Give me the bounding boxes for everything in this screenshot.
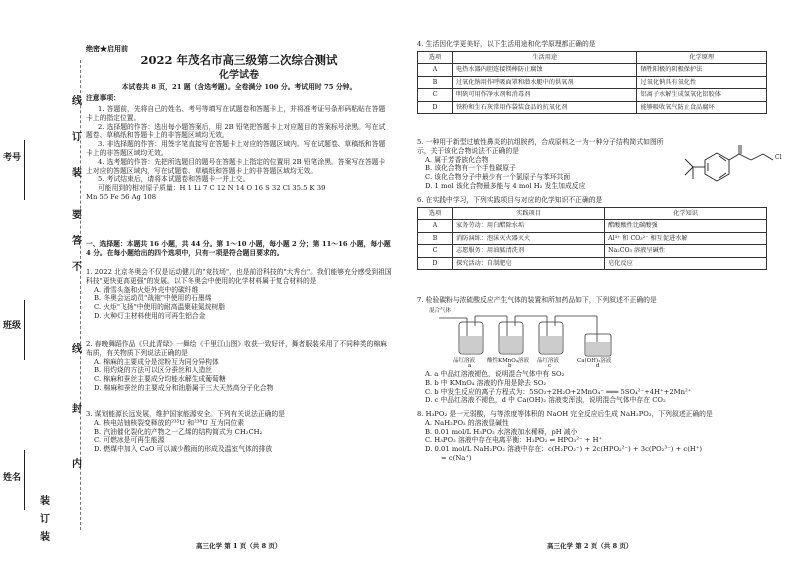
option-a: A. 核电站铀核裂变释放的²³⁵U 和²³⁸U 互为同位素 <box>94 418 245 427</box>
table-cell: B <box>418 76 453 89</box>
option-c: C. 火炬"飞扬"中使用的耐高温聚硅氮烷树脂 <box>94 303 226 312</box>
notice-title: 注意事项： <box>86 94 120 102</box>
option-c: C. b 中发生反应的离子方程式为：5SO₂+2H₂O+2MnO₄⁻ ═══ 5SO₄²⁻+4H⁺+2Mn²⁺ <box>425 387 692 396</box>
table-header: 化学知识 <box>605 207 767 220</box>
option-b: B. 0.01 mol/L H₃PO₂ 水溶液加水稀释，pH 减小 <box>425 427 578 436</box>
gas-inlet-label: 混合气体 <box>429 308 452 314</box>
question-stem: 2. 春晚舞蹈作品《只此青绿》一舞绘《千里江山图》收获一致好评，舞者服装采用了不同种类的棉麻布质，有关物质下列说法正确的是 <box>86 340 387 357</box>
notice-item: 5. 考试结束后，请将本试题卷和答题卡一并上交。 <box>98 175 250 184</box>
cut-label: 订 <box>72 132 82 143</box>
table-row <box>418 245 767 258</box>
option-b: B. 汽油催化裂化的产物之一乙烯的结构简式为 CH₂CH₂ <box>94 427 263 436</box>
section-heading: 一、选择题：本题共 16 小题，共 44 分。第 1～10 小题，每小题 2 分；第 11～16 小题，每小题 4 分。在每小题给出的四个选项中，只有一项是符合题目要求的。 <box>86 240 391 257</box>
table-header: 选项 <box>418 51 453 64</box>
atomic-masses: 可能用到的相对原子质量：H 1 Li 7 C 12 N 14 O 16 S 32 Cl 35.5 K 39 <box>98 184 326 193</box>
q4-table <box>417 51 767 115</box>
table-cell: D <box>418 101 453 114</box>
table-cell: A <box>418 64 453 77</box>
table-header: 生活用途 <box>453 51 637 64</box>
question-7-options <box>417 370 785 405</box>
cut-label: 内 <box>72 459 82 470</box>
table-cell: 铝离子水解生成氢氧化铝胶体 <box>637 89 767 102</box>
question-stem: 3. 谋划能源长远发展，维护国家能源安全。下列有关说法正确的是 <box>86 410 285 418</box>
question-3 <box>86 410 392 454</box>
sidebar-fill-line <box>24 140 25 200</box>
table-cell: Na₂CO₃ 溶液呈碱性 <box>605 245 767 258</box>
option-d: D. c 中品红溶液不褪色，d 中 Ca(OH)₂ 溶液变浑浊，说明混合气体中存在 CO₂ <box>425 396 666 405</box>
table-cell: D <box>418 257 453 270</box>
option-d: D. 燃煤中加入 CaO 可以减少酸雨的形成及温室气体的排放 <box>94 445 273 454</box>
cut-label: 装 <box>72 168 82 179</box>
exam-page-2 <box>397 0 794 561</box>
question-7-stem: 7. 检验碳粉与浓硫酸反应产生气体的装置和所加药品如下，下列叙述不正确的是 <box>417 296 657 304</box>
option-b: B. 该化合物有一个手性碳原子 <box>425 164 516 173</box>
table-header: 实践项目 <box>453 207 605 220</box>
table-row <box>418 232 767 245</box>
option-b: B. 冬奥会运动员"战袍"中使用的石墨烯 <box>94 294 212 303</box>
table-cell: C <box>418 89 453 102</box>
table-cell: 家务劳动：用白醋除水垢 <box>453 220 605 233</box>
table-cell: 能够吸收氧气防止食品腐坏 <box>637 101 767 114</box>
question-5 <box>417 138 672 191</box>
table-header: 化学原理 <box>637 51 767 64</box>
table-cell: Al³⁺ 和 CO₃²⁻ 相互促进水解 <box>605 232 767 245</box>
question-2 <box>86 340 392 393</box>
question-8 <box>417 410 785 463</box>
question-1 <box>86 268 392 321</box>
table-cell: 皂化反应 <box>605 257 767 270</box>
wash-bottles <box>437 312 657 360</box>
bottle-letter: d <box>596 363 600 369</box>
table-row <box>418 76 767 89</box>
bottle-label: 酸性KMnO₄溶液 <box>487 358 529 364</box>
table-row <box>418 64 767 77</box>
table-cell: C <box>418 245 453 258</box>
table-row <box>418 89 767 102</box>
table-row <box>418 101 767 114</box>
table-row <box>418 220 767 233</box>
structure-atom-label: Cl <box>775 154 782 161</box>
page-footer: 高三化学 第 1 页（共 8 页） <box>196 542 282 550</box>
question-stem: 1. 2022 北京冬奥会不仅是运动健儿的"竞技场"，也是前沿科技的"大秀台"。我们能够充分感受到祖国科技"更快更高更强"的发展。以下冬奥会中使用的化学材料属于复合材料的是 <box>86 268 392 285</box>
cut-label: 订 <box>40 514 50 525</box>
sidebar-label-class: 班级 <box>3 321 22 331</box>
cut-label: 线 <box>72 96 82 107</box>
table-cell: 醋酸酸性比碳酸强 <box>605 220 767 233</box>
question-6 <box>417 196 785 270</box>
exam-info: 本试卷共 8 页，21 题（含选考题）。全卷满分 100 分。考试用时 75 分钟。 <box>121 83 357 91</box>
table-cell: 志愿服务：用油腻清洗剂 <box>453 245 605 258</box>
cut-label: 不 <box>72 262 82 273</box>
table-header: 选项 <box>418 207 453 220</box>
option-d: D. 火种灯主材料使用的可再生铝合金 <box>94 311 206 320</box>
table-cell: A <box>418 220 453 233</box>
exam-subtitle: 化学试卷 <box>219 70 259 81</box>
option-c: C. H₃PO₂ 溶液中存在电离平衡：H₃PO₂ ⇌ HPO₃²⁻ + H⁺ <box>425 436 603 445</box>
option-a: A. a 中品红溶液褪色，说明混合气体中有 SO₂ <box>425 370 565 378</box>
bottle-label: 品红溶液 <box>453 358 476 364</box>
option-a: A. NaH₂PO₂ 的溶液显碱性 <box>425 418 509 427</box>
question-4 <box>417 40 785 114</box>
atomic-masses: Mn 55 Fe 56 Ag 108 <box>86 192 157 201</box>
cut-label: 线 <box>72 344 82 355</box>
page-footer: 高三化学 第 2 页（共 8 页） <box>547 542 633 550</box>
option-d: D. 棉麻和蚕丝的主要成分和油脂属于三大天然高分子化合物 <box>94 383 274 392</box>
option-c: C. 棉麻和蚕丝主要成分均能水解生成葡萄糖 <box>94 375 226 384</box>
q6-table <box>417 207 767 271</box>
table-header-row <box>418 207 767 220</box>
table-cell: 明矾可用作净水剂和消毒剂 <box>453 89 637 102</box>
option-d: D. 0.01 mol/L NaH₂PO₂ 溶液中存在：c(H₂PO₂⁻) + 2c(HPO₂²⁻) + 3c(PO₂³⁻) + c(H⁺) <box>425 445 703 454</box>
notice-item: 4. 选考题的作答：先把所选题目的题号在答题卡上指定的位置用 2B 铅笔涂黑。答案写在答题卡上对应的答题区域内，写在试题卷、草稿纸和答题卡上的非答题区域均无效。 <box>86 157 386 175</box>
option-c: C. 可燃冰是可再生能源 <box>94 436 165 445</box>
bottle-letter: b <box>508 363 512 369</box>
cut-label: 装 <box>40 496 50 507</box>
cut-label: 答 <box>72 236 82 247</box>
option-a: A. 属于芳香族化合物 <box>425 155 489 164</box>
bottle-label: 品红溶液 <box>537 358 560 364</box>
notice-item: 3. 非选择题的作答：用签字笔直接写在答题卡上对应的答题区域内。写在试题卷、草稿纸和答题卡上的非答题区域均无效。 <box>86 140 386 157</box>
option-d-continued: = c(Na⁺) <box>441 453 472 462</box>
sidebar-label-exam-no: 考号 <box>3 153 22 163</box>
question-stem: 5. 一种用于新型过敏性鼻炎的抗组胺药，合成原料之一为一种分子结构简式如图所示，关于该化合物说法不正确的是 <box>417 138 664 155</box>
option-b: B. 用灼烧的方法可以区分蚕丝和人造丝 <box>94 366 213 375</box>
table-cell: 探究活动：自制肥皂 <box>453 257 605 270</box>
table-cell: 牺牲阳极的阴极保护法 <box>637 64 767 77</box>
table-cell: B <box>418 232 453 245</box>
question-stem: 4. 生活因化学更美好，以下生活用途和化学原理都正确的是 <box>417 40 596 48</box>
molecule-structure <box>675 142 785 200</box>
cut-label: 要 <box>72 210 82 221</box>
sidebar-label-name: 姓名 <box>3 473 22 483</box>
option-a: A. 棉麻的主要成分是淀粉互为同分异构体 <box>94 357 219 366</box>
option-a: A. 滑雪头盔和火炬外壳中的碳纤维 <box>94 285 199 294</box>
binding-sidebar <box>0 0 58 561</box>
table-cell: 铁粉和生石灰常用作袋装食品的抗氧化剂 <box>453 101 637 114</box>
option-d: D. 1 mol 该化合物最多能与 4 mol H₂ 发生加成反应 <box>425 181 586 190</box>
table-row <box>418 257 767 270</box>
option-b: B. b 中 KMnO₄ 溶液的作用是除去 SO₂ <box>425 378 547 387</box>
sidebar-fill-line <box>24 300 25 360</box>
confidential-mark: 绝密★启用前 <box>86 44 128 53</box>
bottle-label: Ca(OH)₂溶液 <box>577 358 612 364</box>
cut-label: 封 <box>72 404 82 415</box>
exam-title: 2022 年茂名市高三级第二次综合测试 <box>140 53 338 67</box>
bottle-letter: a <box>468 363 472 369</box>
q7-apparatus <box>429 306 657 369</box>
notices <box>86 105 392 202</box>
option-c: C. 该化合物分子中最少有一个氯原子与苯环共面 <box>425 173 571 182</box>
table-cell: 过氧化钠用作呼吸面罩和潜水艇中的供氧剂 <box>453 76 637 89</box>
cut-label: 装 <box>40 532 50 543</box>
sidebar-fill-line <box>24 450 25 510</box>
table-cell: 消防演练：泡沫灭火器灭火 <box>453 232 605 245</box>
table-header-row <box>418 51 767 64</box>
bottle-letter: c <box>548 363 552 369</box>
question-stem: 8. H₃PO₂ 是一元弱酸，与等浓度等体积的 NaOH 完全反应后生成 NaH₂PO₂，下列叙述正确的是 <box>417 410 713 418</box>
table-cell: 电热水器内胆连接镁棒防止腐蚀 <box>453 64 637 77</box>
notice-item: 2. 选择题的作答：选出每小题答案后，用 2B 铅笔把答题卡上对应题目的答案标号涂黑。写在试题卷、草稿纸和答题卡上的非答题区域均无效。 <box>86 122 386 140</box>
table-cell: 过氧化钠具有氧化性 <box>637 76 767 89</box>
notice-item: 1. 答题前，先将自己的姓名、考号等填写在试题卷和答题卡上，并将准考证号条形码粘贴在答题卡上的指定位置。 <box>86 105 386 122</box>
question-stem: 6. 在实践中学习，下列实践项目与对应的化学知识不正确的是 <box>417 196 603 204</box>
